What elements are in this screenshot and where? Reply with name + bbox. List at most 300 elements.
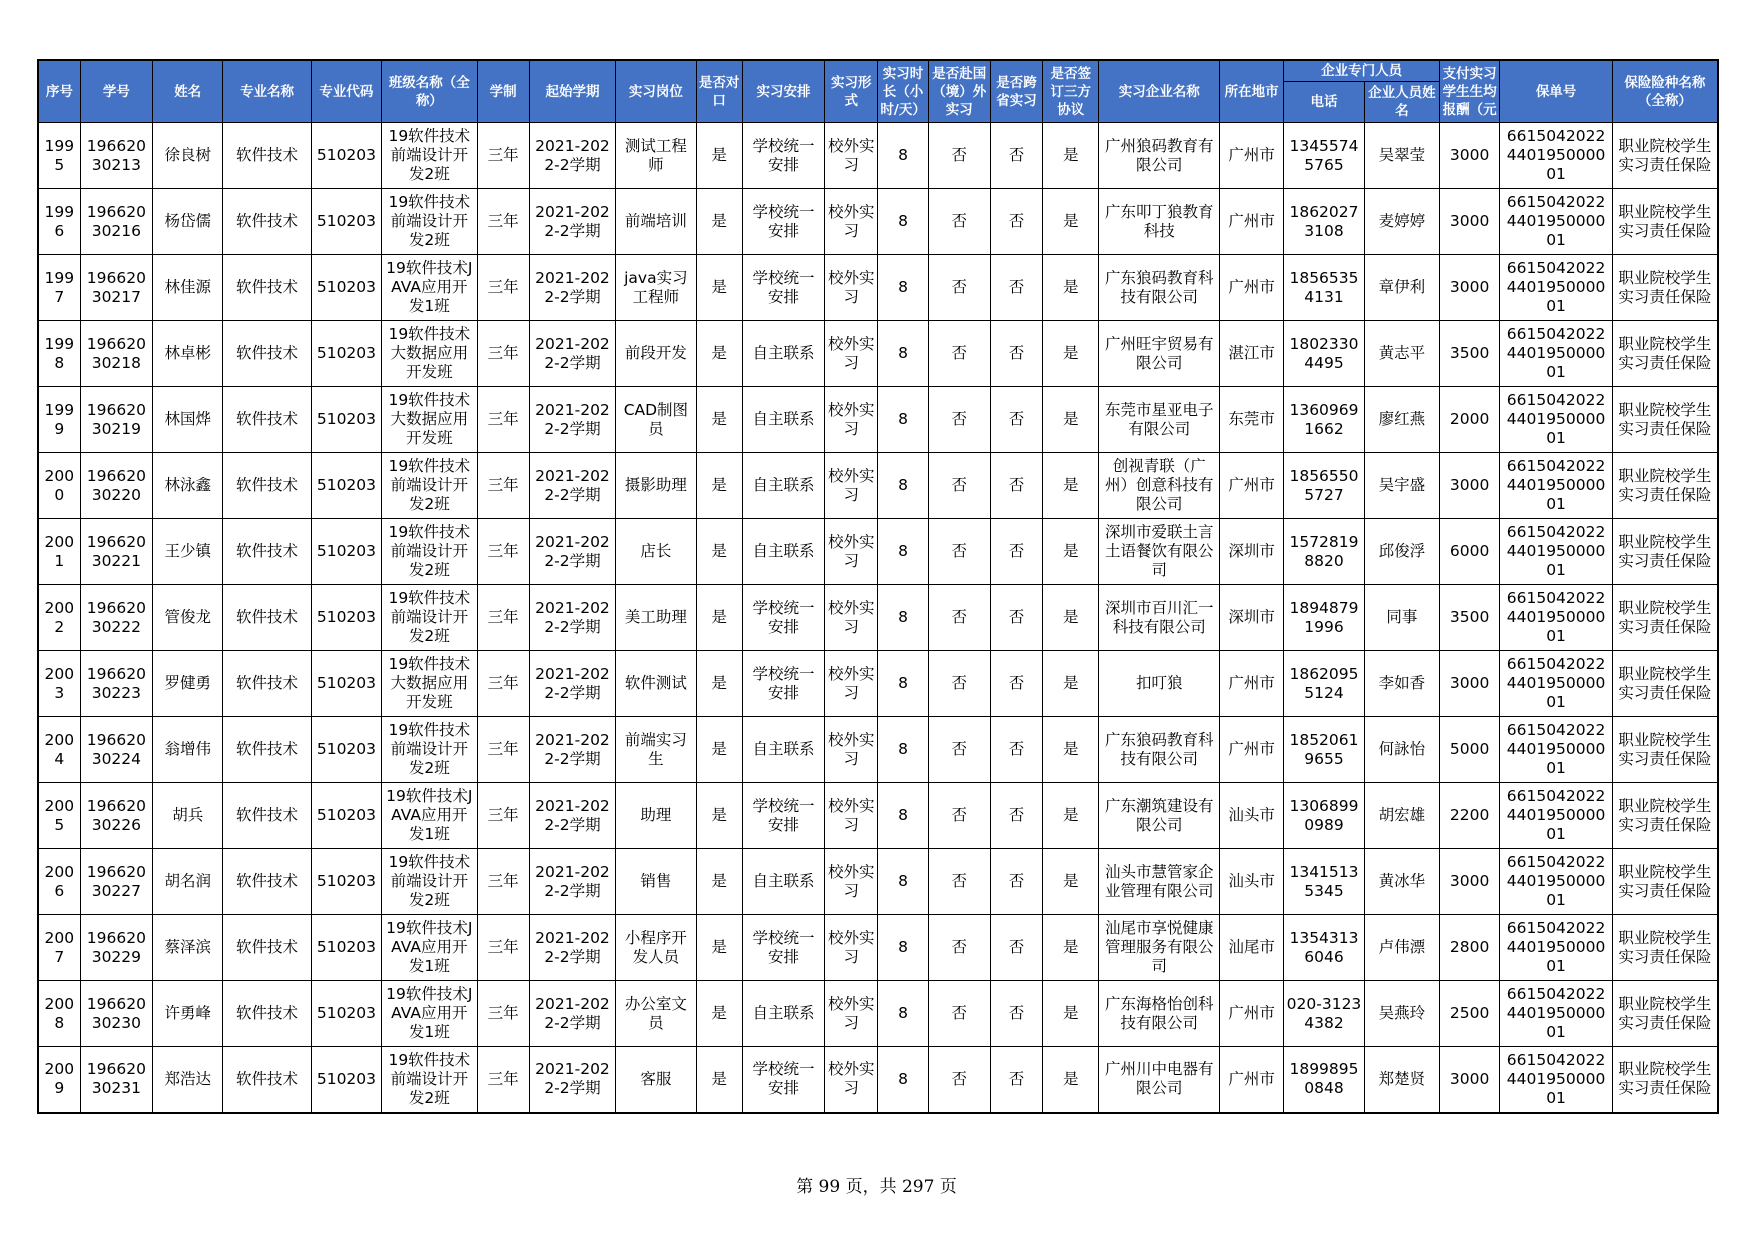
cell-name: 林国烨: [153, 387, 223, 453]
cell-contact-name: 吴宇盛: [1364, 453, 1439, 519]
header-class-name: 班级名称（全称）: [382, 60, 477, 123]
cell-seq: 2005: [38, 783, 80, 849]
header-phone: 电话: [1284, 82, 1364, 123]
header-cross-province: 是否跨省实习: [990, 60, 1042, 123]
cell-policy-no: 6615042022440195000001: [1500, 123, 1613, 189]
cell-insurance: 职业院校学生实习责任保险: [1612, 915, 1718, 981]
cell-city: 广州市: [1220, 717, 1284, 783]
cell-phone: 13415135345: [1284, 849, 1364, 915]
cell-phone: 020-31234382: [1284, 981, 1364, 1047]
cell-company: 深圳市爱联土言土语餐饮有限公司: [1099, 519, 1220, 585]
table-row: [38, 783, 1718, 849]
cell-abroad: 否: [928, 981, 990, 1047]
cell-city: 广州市: [1220, 123, 1284, 189]
cell-class-name: 19软件技术前端设计开发2班: [382, 453, 477, 519]
cell-salary: 2000: [1440, 387, 1500, 453]
header-contact-group: 企业专门人员: [1284, 60, 1440, 82]
cell-duration: 三年: [477, 651, 529, 717]
cell-form: 校外实习: [825, 189, 878, 255]
cell-phone: 18565505727: [1284, 453, 1364, 519]
table-row: [38, 519, 1718, 585]
cell-name: 蔡泽滨: [153, 915, 223, 981]
cell-start-term: 2021-2022-2学期: [529, 189, 615, 255]
cell-position: 前段开发: [616, 321, 696, 387]
cell-name: 郑浩达: [153, 1047, 223, 1113]
cell-major-code: 510203: [311, 519, 381, 585]
cell-position: 办公室文员: [616, 981, 696, 1047]
cell-company: 广东狼码教育科技有限公司: [1099, 717, 1220, 783]
cell-cross-province: 否: [990, 189, 1042, 255]
cell-start-term: 2021-2022-2学期: [529, 387, 615, 453]
cell-contact-name: 同事: [1364, 585, 1439, 651]
cell-city: 广州市: [1220, 189, 1284, 255]
cell-phone: 18998950848: [1284, 1047, 1364, 1113]
cell-city: 深圳市: [1220, 585, 1284, 651]
cell-contact-name: 吴翠莹: [1364, 123, 1439, 189]
cell-start-term: 2021-2022-2学期: [529, 915, 615, 981]
cell-arrangement: 学校统一安排: [742, 255, 824, 321]
cell-cross-province: 否: [990, 783, 1042, 849]
cell-matched: 是: [696, 717, 742, 783]
cell-hours: 8: [878, 189, 928, 255]
cell-duration: 三年: [477, 783, 529, 849]
cell-contact-name: 何詠怡: [1364, 717, 1439, 783]
cell-insurance: 职业院校学生实习责任保险: [1612, 981, 1718, 1047]
cell-tripartite: 是: [1043, 651, 1099, 717]
cell-cross-province: 否: [990, 519, 1042, 585]
cell-start-term: 2021-2022-2学期: [529, 981, 615, 1047]
header-duration: 学制: [477, 60, 529, 123]
cell-start-term: 2021-2022-2学期: [529, 519, 615, 585]
cell-matched: 是: [696, 387, 742, 453]
cell-major-code: 510203: [311, 915, 381, 981]
cell-abroad: 否: [928, 915, 990, 981]
cell-start-term: 2021-2022-2学期: [529, 1047, 615, 1113]
cell-abroad: 否: [928, 123, 990, 189]
cell-major: 软件技术: [223, 387, 311, 453]
cell-tripartite: 是: [1043, 717, 1099, 783]
cell-company: 广东叩丁狼教育科技: [1099, 189, 1220, 255]
cell-major-code: 510203: [311, 453, 381, 519]
cell-major: 软件技术: [223, 585, 311, 651]
cell-start-term: 2021-2022-2学期: [529, 783, 615, 849]
cell-salary: 5000: [1440, 717, 1500, 783]
cell-form: 校外实习: [825, 849, 878, 915]
table-row: [38, 453, 1718, 519]
cell-position: java实习工程师: [616, 255, 696, 321]
cell-major-code: 510203: [311, 189, 381, 255]
cell-cross-province: 否: [990, 651, 1042, 717]
cell-major-code: 510203: [311, 255, 381, 321]
cell-matched: 是: [696, 783, 742, 849]
header-major: 专业名称: [223, 60, 311, 123]
cell-start-term: 2021-2022-2学期: [529, 651, 615, 717]
cell-matched: 是: [696, 915, 742, 981]
cell-start-term: 2021-2022-2学期: [529, 585, 615, 651]
cell-insurance: 职业院校学生实习责任保险: [1612, 321, 1718, 387]
cell-city: 汕头市: [1220, 783, 1284, 849]
cell-insurance: 职业院校学生实习责任保险: [1612, 651, 1718, 717]
cell-major-code: 510203: [311, 321, 381, 387]
cell-major: 软件技术: [223, 321, 311, 387]
cell-class-name: 19软件技术前端设计开发2班: [382, 519, 477, 585]
cell-duration: 三年: [477, 519, 529, 585]
cell-tripartite: 是: [1043, 783, 1099, 849]
cell-name: 罗健勇: [153, 651, 223, 717]
cell-seq: 2002: [38, 585, 80, 651]
cell-salary: 6000: [1440, 519, 1500, 585]
header-form: 实习形式: [825, 60, 878, 123]
cell-seq: 1995: [38, 123, 80, 189]
cell-seq: 1998: [38, 321, 80, 387]
cell-position: 测试工程师: [616, 123, 696, 189]
cell-duration: 三年: [477, 585, 529, 651]
cell-city: 广州市: [1220, 1047, 1284, 1113]
cell-matched: 是: [696, 981, 742, 1047]
cell-matched: 是: [696, 849, 742, 915]
cell-class-name: 19软件技术大数据应用开发班: [382, 651, 477, 717]
cell-phone: 18023304495: [1284, 321, 1364, 387]
cell-major-code: 510203: [311, 849, 381, 915]
cell-city: 汕头市: [1220, 849, 1284, 915]
cell-salary: 3000: [1440, 651, 1500, 717]
cell-policy-no: 6615042022440195000001: [1500, 585, 1613, 651]
cell-salary: 3000: [1440, 1047, 1500, 1113]
cell-phone: 13543136046: [1284, 915, 1364, 981]
cell-city: 广州市: [1220, 651, 1284, 717]
cell-form: 校外实习: [825, 519, 878, 585]
cell-hours: 8: [878, 585, 928, 651]
cell-position: 助理: [616, 783, 696, 849]
cell-duration: 三年: [477, 321, 529, 387]
cell-form: 校外实习: [825, 255, 878, 321]
cell-matched: 是: [696, 255, 742, 321]
cell-salary: 3000: [1440, 255, 1500, 321]
cell-salary: 2500: [1440, 981, 1500, 1047]
cell-class-name: 19软件技术JAVA应用开发1班: [382, 981, 477, 1047]
cell-hours: 8: [878, 255, 928, 321]
cell-form: 校外实习: [825, 783, 878, 849]
cell-arrangement: 学校统一安排: [742, 123, 824, 189]
cell-student-id: 19662030230: [80, 981, 152, 1047]
cell-city: 东莞市: [1220, 387, 1284, 453]
cell-tripartite: 是: [1043, 849, 1099, 915]
cell-major: 软件技术: [223, 981, 311, 1047]
cell-abroad: 否: [928, 189, 990, 255]
cell-student-id: 19662030219: [80, 387, 152, 453]
cell-policy-no: 6615042022440195000001: [1500, 321, 1613, 387]
cell-student-id: 19662030221: [80, 519, 152, 585]
header-start-term: 起始学期: [529, 60, 615, 123]
cell-position: 销售: [616, 849, 696, 915]
header-contact-name: 企业人员姓名: [1364, 82, 1439, 123]
cell-student-id: 19662030227: [80, 849, 152, 915]
cell-major: 软件技术: [223, 453, 311, 519]
cell-company: 广州狼码教育有限公司: [1099, 123, 1220, 189]
cell-abroad: 否: [928, 849, 990, 915]
cell-insurance: 职业院校学生实习责任保险: [1612, 1047, 1718, 1113]
cell-seq: 2009: [38, 1047, 80, 1113]
cell-city: 深圳市: [1220, 519, 1284, 585]
cell-company: 广东狼码教育科技有限公司: [1099, 255, 1220, 321]
table-row: [38, 651, 1718, 717]
cell-arrangement: 学校统一安排: [742, 783, 824, 849]
cell-phone: 15728198820: [1284, 519, 1364, 585]
cell-salary: 3000: [1440, 123, 1500, 189]
cell-duration: 三年: [477, 453, 529, 519]
cell-arrangement: 学校统一安排: [742, 915, 824, 981]
cell-matched: 是: [696, 1047, 742, 1113]
cell-tripartite: 是: [1043, 1047, 1099, 1113]
cell-insurance: 职业院校学生实习责任保险: [1612, 453, 1718, 519]
cell-form: 校外实习: [825, 651, 878, 717]
table-body: [38, 123, 1718, 1113]
cell-contact-name: 章伊利: [1364, 255, 1439, 321]
cell-abroad: 否: [928, 717, 990, 783]
cell-duration: 三年: [477, 255, 529, 321]
cell-arrangement: 自主联系: [742, 519, 824, 585]
cell-hours: 8: [878, 651, 928, 717]
header-position: 实习岗位: [616, 60, 696, 123]
cell-class-name: 19软件技术前端设计开发2班: [382, 717, 477, 783]
cell-class-name: 19软件技术前端设计开发2班: [382, 123, 477, 189]
header-major-code: 专业代码: [311, 60, 381, 123]
cell-major: 软件技术: [223, 651, 311, 717]
cell-arrangement: 自主联系: [742, 849, 824, 915]
cell-cross-province: 否: [990, 849, 1042, 915]
cell-name: 林卓彬: [153, 321, 223, 387]
header-policy-no: 保单号: [1500, 60, 1613, 123]
cell-start-term: 2021-2022-2学期: [529, 255, 615, 321]
table-row: [38, 387, 1718, 453]
cell-name: 王少镇: [153, 519, 223, 585]
cell-insurance: 职业院校学生实习责任保险: [1612, 783, 1718, 849]
cell-form: 校外实习: [825, 123, 878, 189]
cell-cross-province: 否: [990, 981, 1042, 1047]
cell-city: 广州市: [1220, 453, 1284, 519]
cell-abroad: 否: [928, 783, 990, 849]
cell-position: 前端实习生: [616, 717, 696, 783]
cell-class-name: 19软件技术JAVA应用开发1班: [382, 783, 477, 849]
cell-class-name: 19软件技术JAVA应用开发1班: [382, 915, 477, 981]
cell-form: 校外实习: [825, 1047, 878, 1113]
cell-class-name: 19软件技术JAVA应用开发1班: [382, 255, 477, 321]
cell-contact-name: 卢伟漂: [1364, 915, 1439, 981]
cell-seq: 1997: [38, 255, 80, 321]
cell-student-id: 19662030231: [80, 1047, 152, 1113]
cell-insurance: 职业院校学生实习责任保险: [1612, 519, 1718, 585]
cell-tripartite: 是: [1043, 123, 1099, 189]
cell-contact-name: 郑楚贤: [1364, 1047, 1439, 1113]
cell-name: 杨岱儒: [153, 189, 223, 255]
cell-city: 湛江市: [1220, 321, 1284, 387]
cell-arrangement: 学校统一安排: [742, 189, 824, 255]
cell-student-id: 19662030223: [80, 651, 152, 717]
cell-cross-province: 否: [990, 123, 1042, 189]
cell-seq: 2007: [38, 915, 80, 981]
cell-company: 广东海格怡创科技有限公司: [1099, 981, 1220, 1047]
cell-major: 软件技术: [223, 519, 311, 585]
cell-arrangement: 学校统一安排: [742, 585, 824, 651]
cell-insurance: 职业院校学生实习责任保险: [1612, 123, 1718, 189]
cell-city: 广州市: [1220, 255, 1284, 321]
cell-position: 软件测试: [616, 651, 696, 717]
cell-policy-no: 6615042022440195000001: [1500, 387, 1613, 453]
cell-contact-name: 黄冰华: [1364, 849, 1439, 915]
cell-contact-name: 麦婷婷: [1364, 189, 1439, 255]
cell-class-name: 19软件技术前端设计开发2班: [382, 189, 477, 255]
header-student-id: 学号: [80, 60, 152, 123]
cell-form: 校外实习: [825, 387, 878, 453]
cell-hours: 8: [878, 1047, 928, 1113]
cell-company: 汕头市慧管家企业管理有限公司: [1099, 849, 1220, 915]
cell-major-code: 510203: [311, 651, 381, 717]
cell-arrangement: 自主联系: [742, 717, 824, 783]
cell-tripartite: 是: [1043, 255, 1099, 321]
cell-contact-name: 胡宏雄: [1364, 783, 1439, 849]
cell-student-id: 19662030222: [80, 585, 152, 651]
cell-name: 翁增伟: [153, 717, 223, 783]
cell-contact-name: 李如香: [1364, 651, 1439, 717]
cell-hours: 8: [878, 123, 928, 189]
cell-cross-province: 否: [990, 255, 1042, 321]
table-row: [38, 849, 1718, 915]
cell-arrangement: 自主联系: [742, 453, 824, 519]
cell-contact-name: 邱俊浮: [1364, 519, 1439, 585]
cell-seq: 2000: [38, 453, 80, 519]
cell-tripartite: 是: [1043, 585, 1099, 651]
cell-name: 林泳鑫: [153, 453, 223, 519]
cell-hours: 8: [878, 453, 928, 519]
cell-salary: 3500: [1440, 585, 1500, 651]
cell-hours: 8: [878, 321, 928, 387]
cell-name: 许勇峰: [153, 981, 223, 1047]
cell-company: 深圳市百川汇一科技有限公司: [1099, 585, 1220, 651]
cell-form: 校外实习: [825, 321, 878, 387]
cell-hours: 8: [878, 981, 928, 1047]
cell-duration: 三年: [477, 1047, 529, 1113]
cell-class-name: 19软件技术前端设计开发2班: [382, 849, 477, 915]
cell-policy-no: 6615042022440195000001: [1500, 1047, 1613, 1113]
header-abroad: 是否赴国（境）外实习: [928, 60, 990, 123]
cell-cross-province: 否: [990, 717, 1042, 783]
cell-cross-province: 否: [990, 915, 1042, 981]
cell-position: 美工助理: [616, 585, 696, 651]
cell-matched: 是: [696, 321, 742, 387]
cell-start-term: 2021-2022-2学期: [529, 123, 615, 189]
table-row: [38, 717, 1718, 783]
cell-form: 校外实习: [825, 915, 878, 981]
cell-hours: 8: [878, 717, 928, 783]
cell-insurance: 职业院校学生实习责任保险: [1612, 387, 1718, 453]
cell-insurance: 职业院校学生实习责任保险: [1612, 255, 1718, 321]
table-row: [38, 255, 1718, 321]
cell-company: 扣叮狼: [1099, 651, 1220, 717]
cell-seq: 2003: [38, 651, 80, 717]
cell-matched: 是: [696, 189, 742, 255]
cell-phone: 13068990989: [1284, 783, 1364, 849]
cell-position: 店长: [616, 519, 696, 585]
cell-policy-no: 6615042022440195000001: [1500, 255, 1613, 321]
cell-city: 广州市: [1220, 981, 1284, 1047]
header-salary: 支付实习学生生均报酬（元: [1440, 60, 1500, 123]
header-seq: 序号: [38, 60, 80, 123]
cell-salary: 2800: [1440, 915, 1500, 981]
cell-insurance: 职业院校学生实习责任保险: [1612, 585, 1718, 651]
cell-policy-no: 6615042022440195000001: [1500, 981, 1613, 1047]
cell-duration: 三年: [477, 387, 529, 453]
cell-form: 校外实习: [825, 981, 878, 1047]
cell-company: 广州旺宇贸易有限公司: [1099, 321, 1220, 387]
cell-student-id: 19662030216: [80, 189, 152, 255]
cell-hours: 8: [878, 849, 928, 915]
header-city: 所在地市: [1220, 60, 1284, 123]
cell-cross-province: 否: [990, 585, 1042, 651]
cell-abroad: 否: [928, 321, 990, 387]
cell-seq: 1999: [38, 387, 80, 453]
cell-major-code: 510203: [311, 1047, 381, 1113]
cell-seq: 2006: [38, 849, 80, 915]
cell-student-id: 19662030218: [80, 321, 152, 387]
cell-policy-no: 6615042022440195000001: [1500, 189, 1613, 255]
cell-start-term: 2021-2022-2学期: [529, 453, 615, 519]
cell-duration: 三年: [477, 123, 529, 189]
cell-policy-no: 6615042022440195000001: [1500, 783, 1613, 849]
table-row: [38, 1047, 1718, 1113]
cell-seq: 2008: [38, 981, 80, 1047]
cell-cross-province: 否: [990, 387, 1042, 453]
cell-student-id: 19662030224: [80, 717, 152, 783]
cell-matched: 是: [696, 585, 742, 651]
cell-start-term: 2021-2022-2学期: [529, 849, 615, 915]
cell-seq: 2001: [38, 519, 80, 585]
cell-position: 小程序开发人员: [616, 915, 696, 981]
cell-class-name: 19软件技术前端设计开发2班: [382, 585, 477, 651]
cell-matched: 是: [696, 519, 742, 585]
cell-start-term: 2021-2022-2学期: [529, 717, 615, 783]
cell-major-code: 510203: [311, 783, 381, 849]
internship-table: [37, 59, 1719, 1114]
cell-phone: 13609691662: [1284, 387, 1364, 453]
cell-matched: 是: [696, 453, 742, 519]
cell-form: 校外实习: [825, 453, 878, 519]
cell-insurance: 职业院校学生实习责任保险: [1612, 849, 1718, 915]
cell-seq: 2004: [38, 717, 80, 783]
cell-seq: 1996: [38, 189, 80, 255]
cell-phone: 13455745765: [1284, 123, 1364, 189]
table-row: [38, 585, 1718, 651]
cell-company: 广东潮筑建设有限公司: [1099, 783, 1220, 849]
cell-abroad: 否: [928, 387, 990, 453]
cell-insurance: 职业院校学生实习责任保险: [1612, 189, 1718, 255]
table-row: [38, 123, 1718, 189]
table-row: [38, 321, 1718, 387]
cell-policy-no: 6615042022440195000001: [1500, 519, 1613, 585]
cell-tripartite: 是: [1043, 453, 1099, 519]
cell-student-id: 19662030217: [80, 255, 152, 321]
cell-insurance: 职业院校学生实习责任保险: [1612, 717, 1718, 783]
cell-salary: 3000: [1440, 189, 1500, 255]
cell-class-name: 19软件技术前端设计开发2班: [382, 1047, 477, 1113]
cell-major: 软件技术: [223, 915, 311, 981]
header-arrangement: 实习安排: [742, 60, 824, 123]
cell-position: 客服: [616, 1047, 696, 1113]
cell-policy-no: 6615042022440195000001: [1500, 849, 1613, 915]
cell-salary: 3000: [1440, 453, 1500, 519]
cell-start-term: 2021-2022-2学期: [529, 321, 615, 387]
cell-duration: 三年: [477, 717, 529, 783]
table-row: [38, 915, 1718, 981]
